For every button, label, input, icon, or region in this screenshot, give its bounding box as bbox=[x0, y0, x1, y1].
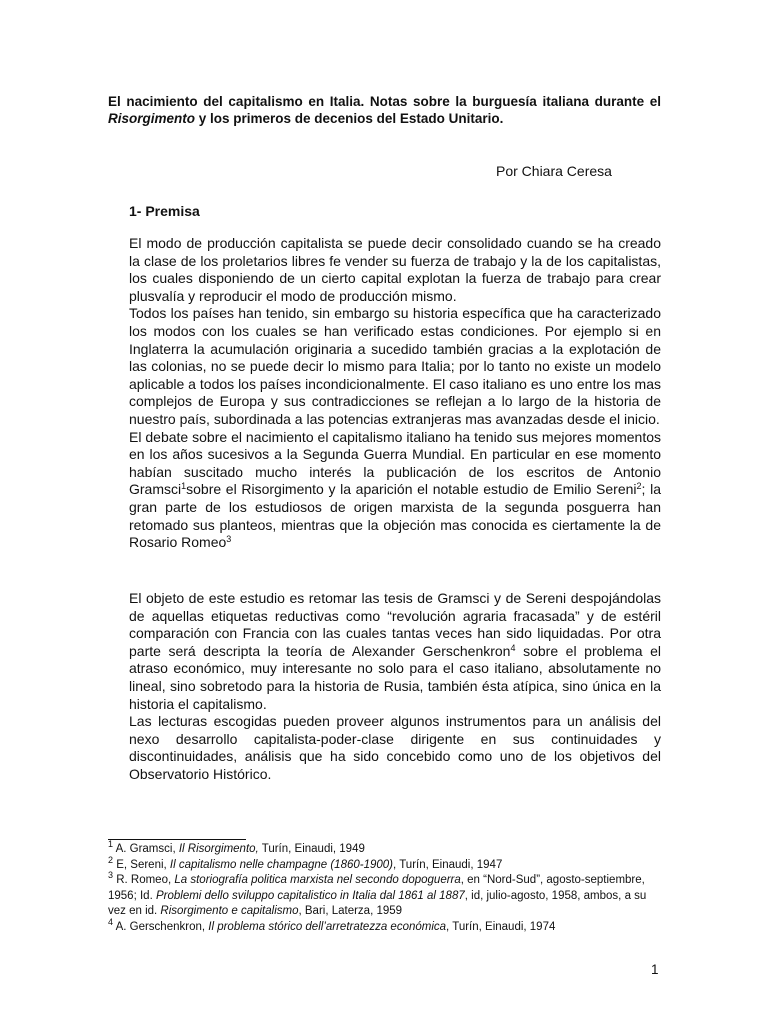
paragraph-2: Todos los países han tenido, sin embargo su historia específica que ha caracterizado los modos con los cuales se han verificado estas condiciones. Por ejemplo si en Inglaterra la acumulación originaria a sucedido también gracias a la explotación de las colonias, no se puede decir lo mismo para Italia; por lo tanto no existe un modelo aplicable a todos los países incondicionalmente. El caso italiano es uno entre los mas complejos de Europa y sus contradicciones se reflejan a lo largo de la historia de nuestro país, subordinada a las potencias extranjeras mas avanzadas desde el inicio. bbox=[129, 305, 661, 427]
footnote-4-pre: A. Gerschenkron, bbox=[113, 920, 209, 933]
title-italic-risorgimento: Risorgimento bbox=[108, 111, 196, 126]
footnote-3-italic-1: La storiografía politica marxista nel secondo dopoguerra bbox=[174, 874, 461, 886]
footnote-2-italic: Il capitalismo nelle champagne (1860-1900) bbox=[169, 858, 394, 871]
footnote-marker-4: 4 bbox=[108, 916, 114, 927]
paragraph-1: El modo de producción capitalista se puede decir consolidado cuando se ha creado la clase de los proletarios libres fe vender su fuerza de trabajo y la de los capitalistas, los cuales disponiendo de un cierto capital explotan la fuerza de trabajo para crear plusvalía y reproducir el modo de producción mismo. bbox=[129, 235, 661, 304]
footnote-3-italic-3: Risorgimento e capitalismo bbox=[160, 905, 299, 917]
footnote-3-mid-1: , en “Nord-Sud”, agosto-septiembre, 1956; Id. bbox=[108, 874, 645, 902]
footnote-3-pre: R. Romeo, bbox=[113, 874, 175, 886]
paragraph-4 bbox=[129, 590, 661, 713]
footnote-3-mid-2: , id, julio-agosto, 1958, ambos, a su vez en id. bbox=[108, 889, 647, 917]
footnote-ref-1[interactable]: 1 bbox=[181, 481, 187, 492]
document-title bbox=[108, 93, 661, 127]
paragraph-3-text-c: ; la gran parte de los estudiosos de origen marxista de la segunda posguerra han retomado sus planteos, mientras que la objeción mas conocida es ciertamente la de Rosario Romeo bbox=[129, 481, 661, 551]
footnote-separator bbox=[108, 839, 246, 840]
footnote-marker-2: 2 bbox=[108, 854, 114, 865]
footnote-2-pre: E, Sereni, bbox=[113, 858, 170, 871]
footnote-1-post: Turín, Einaudi, 1949 bbox=[258, 843, 365, 855]
title-text-part2: y los primeros de decenios del Estado Unitario. bbox=[195, 111, 504, 126]
footnote-4-post: , Turín, Einaudi, 1974 bbox=[446, 920, 556, 933]
footnote-1-pre: A. Gramsci, bbox=[113, 843, 179, 855]
footnotes-list bbox=[108, 839, 661, 935]
paragraph-3-text-a: El debate sobre el nacimiento el capitalismo italiano ha tenido sus mejores momentos en los años sucesivos a la Segunda Guerra Mundial. En particular en ese momento habían suscitado mucho interés la publicación de los escritos de Antonio Gramsci bbox=[129, 428, 661, 498]
footnote-ref-4[interactable]: 4 bbox=[510, 642, 516, 653]
paragraph-4-text-a: El objeto de este estudio es retomar las tesis de Gramsci y de Sereni despojándolas de aquellas etiquetas reductivas como “revolución agraria fracasada” y de estéril comparación con Francia con las cuales tantas veces han sido liquidadas. Por otra parte será descripta la teoría de Alexander Gerschenkron bbox=[129, 590, 661, 659]
footnote-marker-1: 1 bbox=[108, 839, 114, 849]
author-byline: Por Chiara Ceresa bbox=[496, 163, 612, 179]
footnote-1 bbox=[108, 839, 661, 858]
footnote-marker-3: 3 bbox=[108, 870, 114, 880]
footnote-3 bbox=[108, 870, 661, 920]
paragraph-3 bbox=[129, 429, 661, 552]
footnote-ref-3[interactable]: 3 bbox=[226, 534, 232, 545]
footnote-2 bbox=[108, 854, 661, 874]
title-text-part1: El nacimiento del capitalismo en Italia. Notas sobre la burguesía italiana durante el bbox=[108, 94, 661, 109]
footnote-3-italic-2: Problemi dello sviluppo capitalistico in Italia dal 1861 al 1887 bbox=[155, 889, 465, 902]
section-heading-premisa: 1- Premisa bbox=[129, 203, 200, 219]
body-text-block-2 bbox=[129, 590, 661, 784]
footnote-4 bbox=[108, 916, 661, 936]
footnote-4-italic: Il problema stórico dell’arretratezza económica bbox=[208, 920, 447, 933]
page-number: 1 bbox=[651, 962, 659, 977]
paragraph-3-text-b: sobre el Risorgimento y la aparición el notable estudio de Emilio Sereni bbox=[186, 481, 637, 498]
footnote-2-post: , Turín, Einaudi, 1947 bbox=[393, 858, 503, 871]
footnote-1-italic: Il Risorgimento, bbox=[178, 843, 259, 855]
body-text-block-1 bbox=[129, 235, 661, 552]
paragraph-5: Las lecturas escogidas pueden proveer algunos instrumentos para un análisis del nexo desarrollo capitalista-poder-clase dirigente en sus continuidades y discontinuidades, análisis que ha sido concebido como uno de los objetivos del Observatorio Histórico. bbox=[129, 713, 661, 782]
footnote-3-post: , Bari, Laterza, 1959 bbox=[298, 905, 403, 917]
paragraph-4-text-b: sobre el problema el atraso económico, muy interesante no solo para el caso italiano, absolutamente no lineal, sino sobretodo para la historia de Rusia, también ésta atípica, sino única en la historia el capitalismo. bbox=[129, 642, 661, 712]
footnote-ref-2[interactable]: 2 bbox=[636, 481, 642, 492]
